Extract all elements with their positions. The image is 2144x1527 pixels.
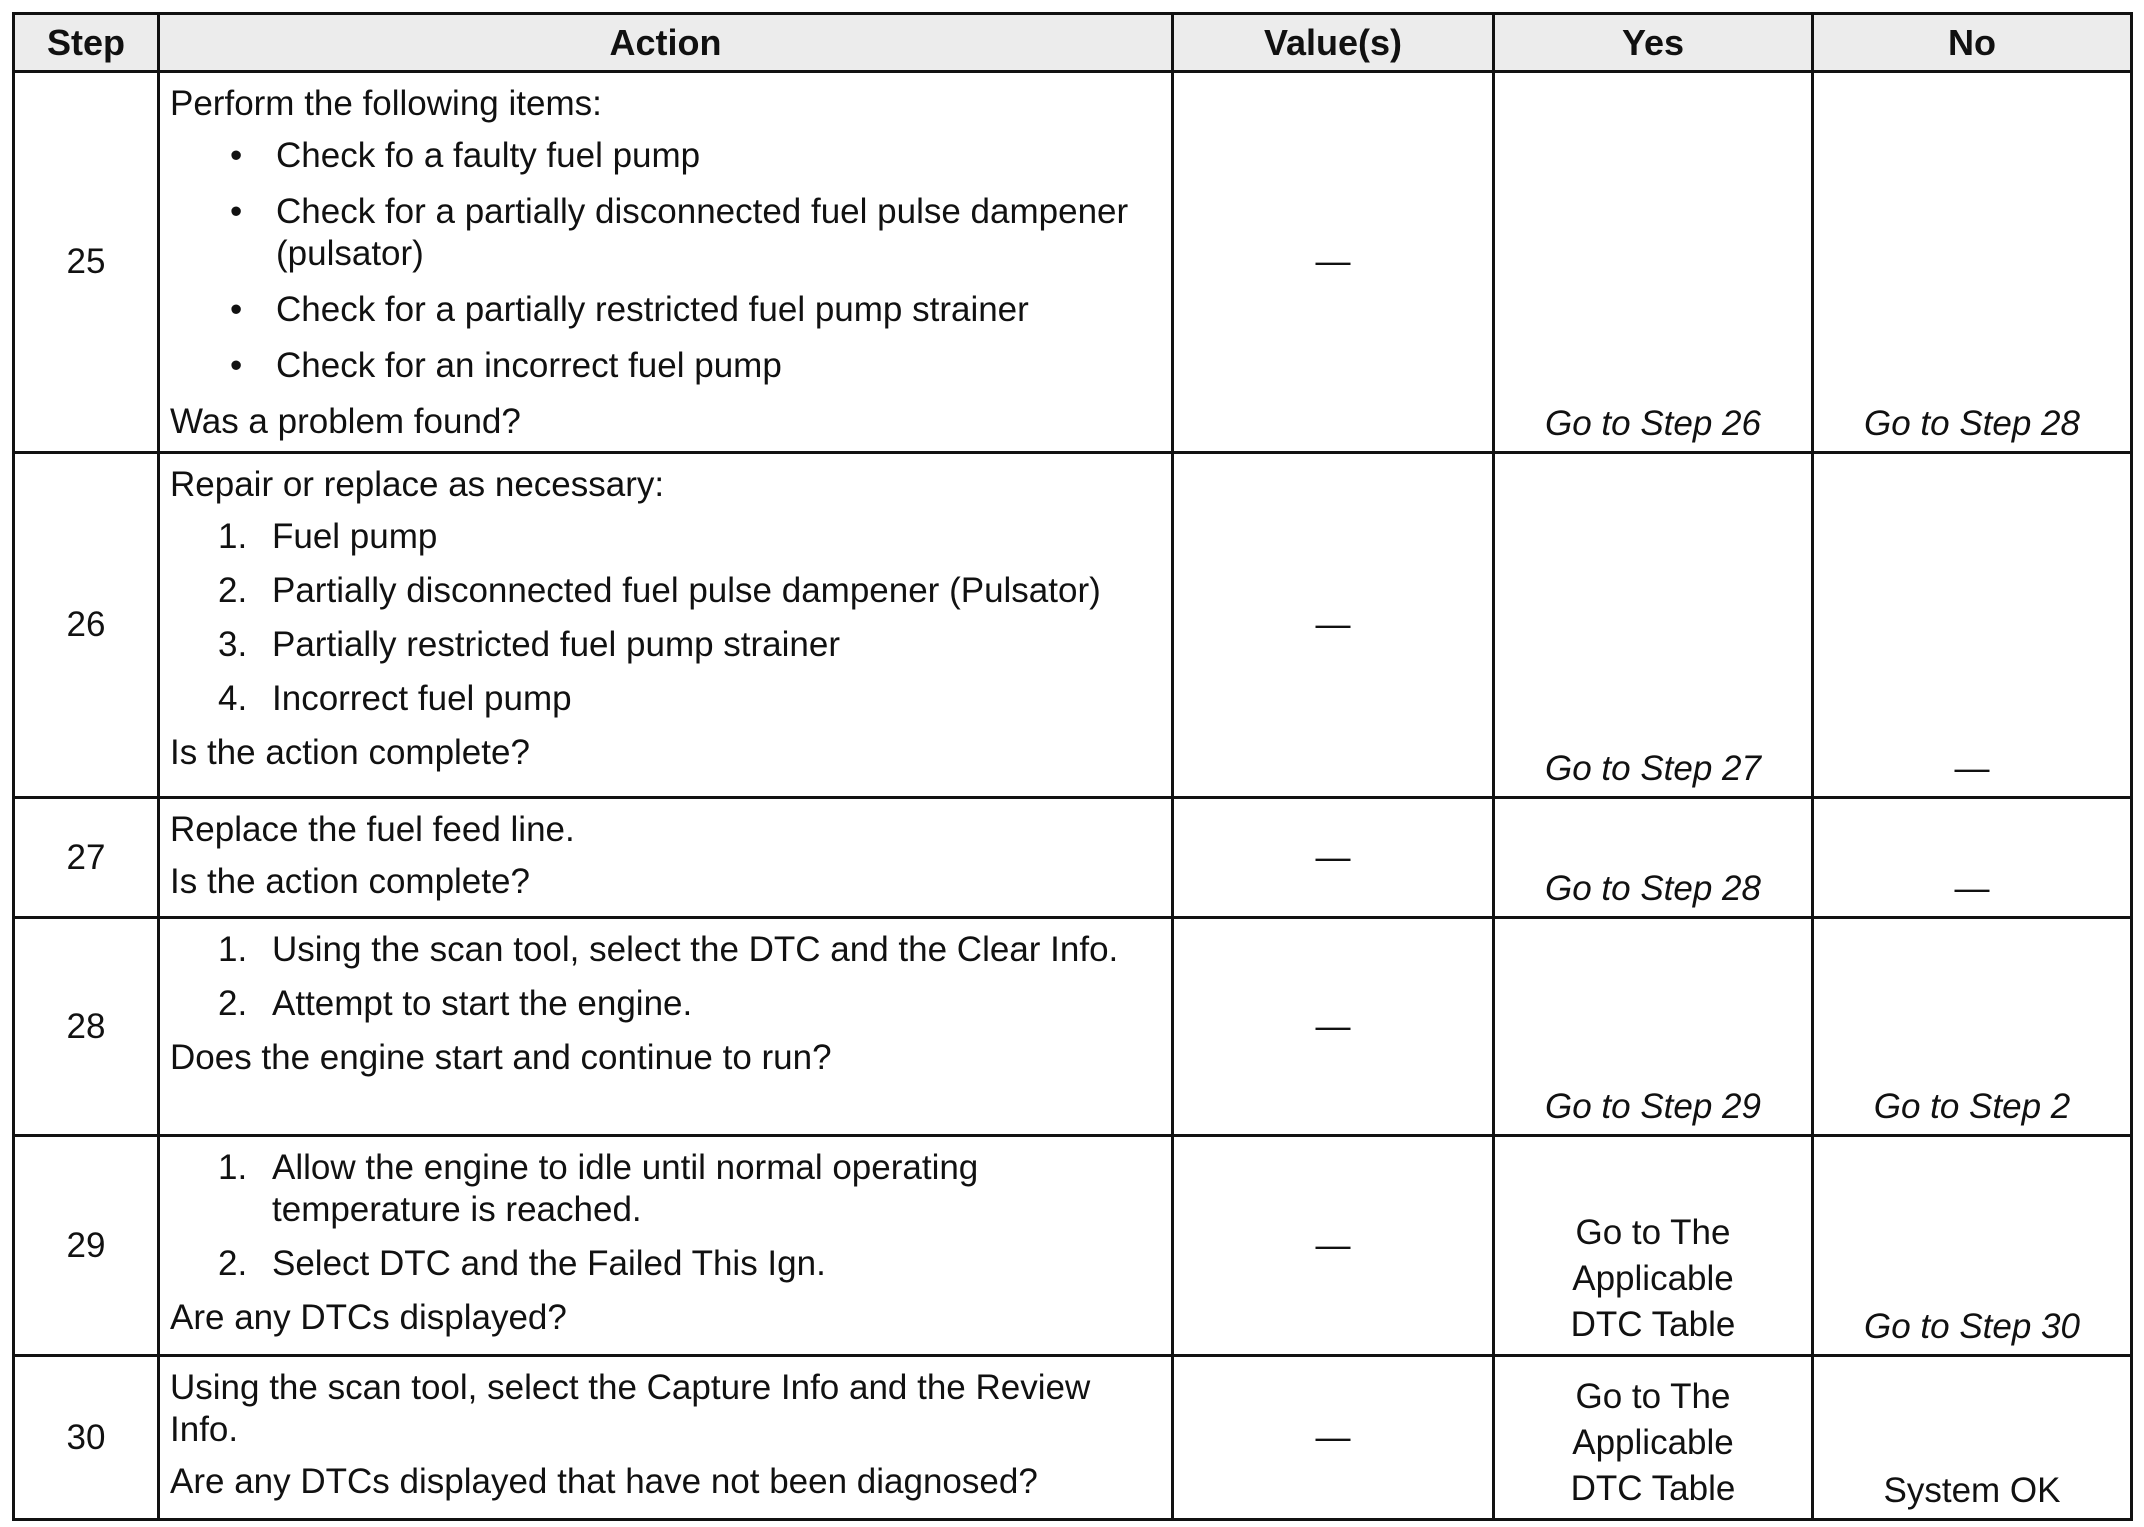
value-dash: — xyxy=(1315,242,1351,281)
no-goto-link[interactable]: Go to Step 30 xyxy=(1864,1307,2080,1346)
header-row xyxy=(14,14,2132,72)
yes-line: Go to The xyxy=(1575,1377,1731,1416)
list-item-text: Attempt to start the engine. xyxy=(272,984,693,1023)
yes-line: Applicable xyxy=(1572,1423,1734,1462)
list-item xyxy=(218,624,1163,666)
no-cell xyxy=(1813,918,2132,1136)
action-cell xyxy=(159,1136,1173,1356)
list-item xyxy=(230,135,1163,177)
table-row-step-28 xyxy=(14,918,2132,1136)
table-row-step-27 xyxy=(14,798,2132,918)
yes-line: Go to The xyxy=(1575,1213,1731,1252)
action-cell xyxy=(159,918,1173,1136)
action-intro: Using the scan tool, select the Capture Info and the Review Info. xyxy=(170,1368,1091,1449)
action-cell xyxy=(159,798,1173,918)
list-item-text: Check for a partially disconnected fuel pulse dampener (pulsator) xyxy=(276,192,1129,273)
list-number: 2. xyxy=(218,984,248,1023)
yes-line: Applicable xyxy=(1572,1259,1734,1298)
list-item-text: Allow the engine to idle until normal operating temperature is reached. xyxy=(272,1148,979,1229)
step-number: 27 xyxy=(14,798,159,918)
action-bullet-list xyxy=(170,135,1163,387)
value-dash: — xyxy=(1315,1006,1351,1046)
list-item xyxy=(218,983,1163,1025)
value-dash: — xyxy=(1315,1225,1351,1265)
list-item xyxy=(218,929,1163,971)
header-action: Action xyxy=(159,14,1173,72)
list-item xyxy=(218,1243,1163,1285)
list-item-text: Using the scan tool, select the DTC and the Clear Info. xyxy=(272,930,1119,969)
diagnostic-table-page xyxy=(12,12,2130,1520)
step-number: 29 xyxy=(14,1136,159,1356)
value-cell xyxy=(1173,798,1494,918)
list-item xyxy=(230,191,1163,275)
bullet-marker: • xyxy=(230,136,243,175)
yes-cell xyxy=(1494,72,1813,453)
no-cell xyxy=(1813,798,2132,918)
no-result-text: System OK xyxy=(1883,1471,2061,1510)
list-item-text: Partially disconnected fuel pulse dampener (Pulsator) xyxy=(272,571,1101,610)
action-intro: Repair or replace as necessary: xyxy=(170,465,665,504)
yes-line: DTC Table xyxy=(1570,1305,1736,1344)
yes-cell xyxy=(1494,1356,1813,1520)
value-dash: — xyxy=(1315,837,1351,877)
yes-goto-link[interactable]: Go to Step 28 xyxy=(1545,869,1761,908)
list-number: 2. xyxy=(218,571,248,610)
yes-cell xyxy=(1494,1136,1813,1356)
action-cell xyxy=(159,72,1173,453)
value-cell xyxy=(1173,1136,1494,1356)
yes-line: DTC Table xyxy=(1570,1469,1736,1508)
table-row-step-25 xyxy=(14,72,2132,453)
header-no: No xyxy=(1813,14,2132,72)
list-number: 3. xyxy=(218,625,248,664)
action-numbered-list xyxy=(170,516,1163,720)
no-cell xyxy=(1813,453,2132,798)
step-number: 28 xyxy=(14,918,159,1136)
action-numbered-list xyxy=(170,1147,1163,1285)
no-cell xyxy=(1813,1356,2132,1520)
value-dash: — xyxy=(1315,605,1351,644)
header-values: Value(s) xyxy=(1173,14,1494,72)
diagnostic-table xyxy=(12,12,2133,1521)
list-number: 1. xyxy=(218,1148,248,1187)
no-dash: — xyxy=(1954,869,1990,908)
action-intro: Perform the following items: xyxy=(170,84,602,123)
list-item-text: Incorrect fuel pump xyxy=(272,679,572,718)
no-dash: — xyxy=(1954,749,1990,788)
action-question: Are any DTCs displayed that have not been diagnosed? xyxy=(170,1462,1038,1501)
value-cell xyxy=(1173,72,1494,453)
list-number: 2. xyxy=(218,1244,248,1283)
step-number: 26 xyxy=(14,453,159,798)
table-row-step-26 xyxy=(14,453,2132,798)
bullet-marker: • xyxy=(230,290,243,329)
value-dash: — xyxy=(1315,1417,1351,1457)
list-item-text: Select DTC and the Failed This Ign. xyxy=(272,1244,826,1283)
list-item xyxy=(218,570,1163,612)
action-question: Does the engine start and continue to run? xyxy=(170,1038,832,1077)
list-item xyxy=(218,1147,1163,1231)
value-cell xyxy=(1173,918,1494,1136)
step-number: 30 xyxy=(14,1356,159,1520)
yes-goto-link[interactable] xyxy=(1495,1210,1811,1348)
list-item-text: Check for a partially restricted fuel pump strainer xyxy=(276,290,1029,329)
list-item-text: Check fo a faulty fuel pump xyxy=(276,136,701,175)
step-number: 25 xyxy=(14,72,159,453)
list-item xyxy=(218,516,1163,558)
action-intro: Replace the fuel feed line. xyxy=(170,810,575,849)
no-cell xyxy=(1813,1136,2132,1356)
yes-goto-link[interactable]: Go to Step 29 xyxy=(1545,1087,1761,1126)
no-cell xyxy=(1813,72,2132,453)
header-step: Step xyxy=(14,14,159,72)
action-cell xyxy=(159,1356,1173,1520)
yes-goto-link[interactable]: Go to Step 27 xyxy=(1545,749,1761,788)
yes-goto-link[interactable]: Go to Step 26 xyxy=(1545,404,1761,443)
list-item xyxy=(230,345,1163,387)
list-item-text: Fuel pump xyxy=(272,517,438,556)
value-cell xyxy=(1173,453,1494,798)
list-number: 1. xyxy=(218,930,248,969)
action-question: Is the action complete? xyxy=(170,862,530,901)
bullet-marker: • xyxy=(230,192,243,231)
list-number: 1. xyxy=(218,517,248,556)
list-item xyxy=(218,678,1163,720)
action-question: Is the action complete? xyxy=(170,733,530,772)
action-cell xyxy=(159,453,1173,798)
list-number: 4. xyxy=(218,679,248,718)
list-item-text: Partially restricted fuel pump strainer xyxy=(272,625,840,664)
bullet-marker: • xyxy=(230,346,243,385)
yes-cell xyxy=(1494,798,1813,918)
list-item-text: Check for an incorrect fuel pump xyxy=(276,346,782,385)
yes-goto-link[interactable] xyxy=(1495,1374,1811,1512)
yes-cell xyxy=(1494,453,1813,798)
action-question: Was a problem found? xyxy=(170,402,521,441)
action-question: Are any DTCs displayed? xyxy=(170,1298,567,1337)
value-cell xyxy=(1173,1356,1494,1520)
no-goto-link[interactable]: Go to Step 28 xyxy=(1864,404,2080,443)
header-yes: Yes xyxy=(1494,14,1813,72)
yes-cell xyxy=(1494,918,1813,1136)
action-numbered-list xyxy=(170,929,1163,1025)
table-row-step-30 xyxy=(14,1356,2132,1520)
list-item xyxy=(230,289,1163,331)
no-goto-link[interactable]: Go to Step 2 xyxy=(1873,1087,2071,1126)
table-row-step-29 xyxy=(14,1136,2132,1356)
